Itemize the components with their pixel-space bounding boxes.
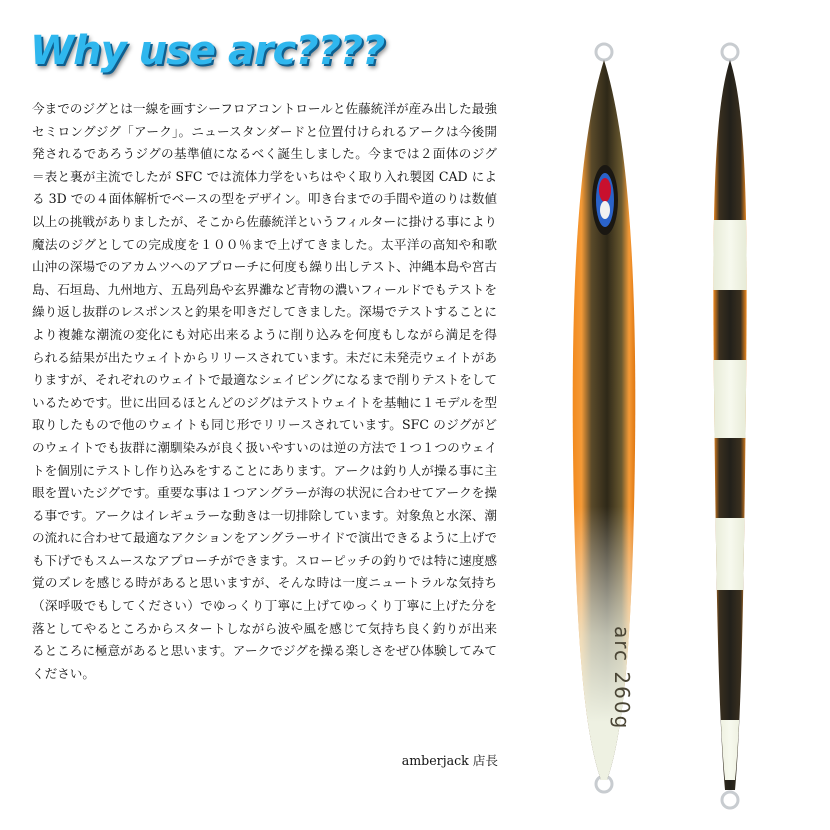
eye-icon [592,165,618,235]
jig-left [573,44,636,792]
product-image-jigs [545,30,795,820]
jig-model-label: arc 260g [610,626,634,731]
jig-right [705,44,755,808]
signature: amberjack 店長 [401,753,498,768]
article-body: 今までのジグとは一線を画すシーフロアコントロールと佐藤統洋が産み出した最強セミロングジグ「アーク」。ニュースタンダードと位置付けられるアークは今後開発されるであろうジグの基準値になるべく誕生しました。今までは２面体のジグ＝表と裏が主流でしたが SFC では流体力学をいちはやく取り入れ製図 CAD による 3D での４面体解析でベースの型をデザイン。叩き台までの手間や道のりは数値以上の挑戦がありましたが、そこから佐藤統洋というフィルターに掛ける事により魔法のジグとしての完成度を１００％まで上げてきました。太平洋の高知や和歌山沖の深場でのアカムツへのアプローチに何度も繰り出しテスト、沖縄本島や宮古島、石垣島、九州地方、五島列島や玄界灘など青物の濃いフィールドでもテストを繰り返し抜群のレスポンスと釣果を叩きだしてきました。深場でテストすることにより複雑な潮流の変化にも対応出来るように削り込みを何度もしながら満足を得られる結果が出たウェイトからリリースされています。未だに未発売ウェイトがありますが、それぞれのウェイトで最適なシェイピングになるまで削りテストをしているためです。世に出回るほとんどのジグはテストウェイトを基軸に１モデルを型取りしたもので他のウェイトも同じ形でリリースされています。SFC のジグがどのウェイトでも抜群に潮馴染みが良く扱いやすいのは逆の方法で１つ１つのウェイトを個別にテストし作り込みをすることにあります。アークは釣り人が操る事に主眼を置いたジグです。重要な事は１つアングラーが海の状況に合わせてアークを操る事です。アークはイレギュラーな動きは一切排除しています。対象魚と水深、潮の流れに合わせて最適なアクションをアングラーサイドで演出できるように上げでも下げでもスムースなアプローチができます。スローピッチの釣りでは特に速度感覚のズレを感じる時があると思いますが、そんな時は一度ニュートラルな気持ち（深呼吸でもしてください）でゆっくり丁寧に上げてゆっくり丁寧に上げた分を落としてやるところからスタートしながら波や風を感じて気持ち良く釣りが出来るところに極意があると思います。アークでジグを操る楽しさをぜひ体験してみてください。 [32,101,498,681]
page-title: Why use arc???? [30,28,385,74]
